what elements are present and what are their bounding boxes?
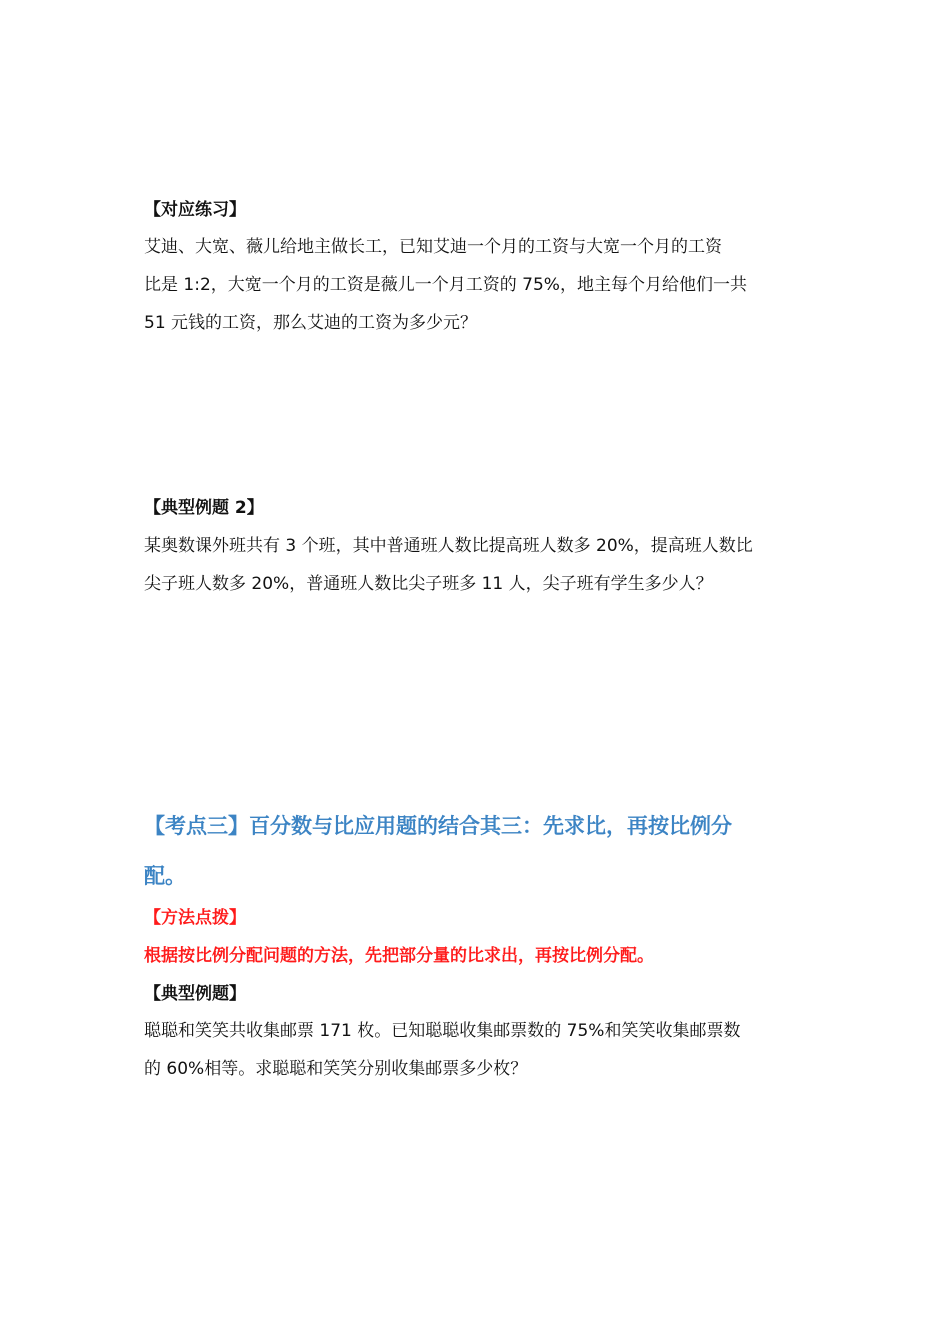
method-section bbox=[144, 906, 814, 930]
example-section bbox=[144, 982, 814, 1006]
example2-question bbox=[144, 527, 814, 603]
practice-section bbox=[144, 198, 814, 222]
example-heading: 【典型例题】 bbox=[144, 984, 246, 1004]
example2-line-2: 尖子班人数多 20%，普通班人数比尖子班多 11 人，尖子班有学生多少人？ bbox=[144, 574, 713, 594]
example2-section bbox=[144, 496, 814, 520]
example-line-2: 的 60%相等。求聪聪和笑笑分别收集邮票多少枚？ bbox=[144, 1059, 528, 1079]
practice-line-3: 51 元钱的工资，那么艾迪的工资为多少元？ bbox=[144, 313, 478, 333]
practice-question bbox=[144, 228, 814, 342]
method-heading: 【方法点拨】 bbox=[144, 908, 246, 928]
practice-line-2: 比是 1:2，大宽一个月的工资是薇儿一个月工资的 75%，地主每个月给他们一共 bbox=[144, 275, 747, 295]
example-question bbox=[144, 1012, 814, 1088]
section3-title-line-1: 【考点三】百分数与比应用题的结合其三：先求比，再按比例分 bbox=[144, 814, 732, 838]
practice-line-1: 艾迪、大宽、薇儿给地主做长工，已知艾迪一个月的工资与大宽一个月的工资 bbox=[144, 237, 722, 257]
method-text-block bbox=[144, 944, 814, 968]
section3-title-line-2: 配。 bbox=[144, 864, 186, 888]
example2-heading: 【典型例题 2】 bbox=[144, 498, 264, 518]
example2-line-1: 某奥数课外班共有 3 个班，其中普通班人数比提高班人数多 20%，提高班人数比 bbox=[144, 536, 753, 556]
section3-title bbox=[144, 801, 814, 901]
example-line-1: 聪聪和笑笑共收集邮票 171 枚。已知聪聪收集邮票数的 75%和笑笑收集邮票数 bbox=[144, 1021, 741, 1041]
method-text: 根据按比例分配问题的方法，先把部分量的比求出，再按比例分配。 bbox=[144, 946, 654, 966]
practice-heading: 【对应练习】 bbox=[144, 200, 246, 220]
